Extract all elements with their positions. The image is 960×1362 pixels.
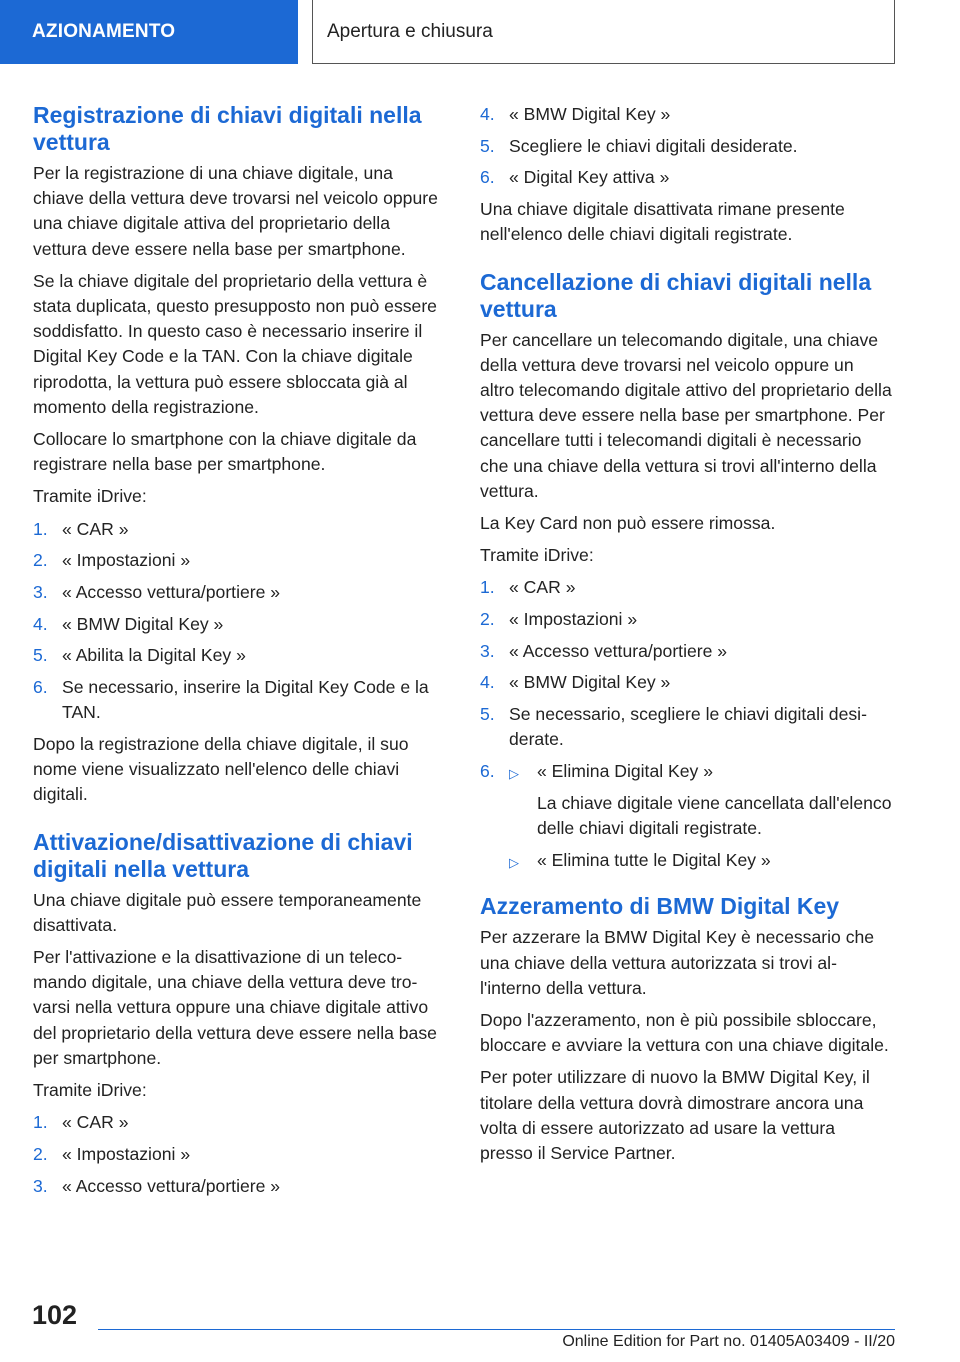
paragraph: Una chiave digitale disattivata rimane presente nell'elenco delle chiavi digitali registrate.: [480, 199, 845, 245]
section-tab: AZIONAMENTO: [0, 0, 298, 64]
paragraph: La Key Card non può essere rimossa.: [480, 512, 776, 533]
list-item: ▷ « Elimina tutte le Digital Key »: [480, 848, 892, 873]
paragraph: Per cancellare un telecomando digitale, una chiave della vettura deve trovarsi nel veicolo oppure un altro telecomando digitale attivo del proprietario della vettura deve essere nella base per smartphone. Per cancellare tutti i telecomandi digitali è necessario che una chiave della vettura si trovi all'interno della vettura.: [480, 329, 892, 501]
heading-azzeramento: Azzeramento di BMW Digital Key: [480, 893, 840, 920]
list-item: 1. « CAR »: [480, 577, 576, 598]
triangle-bullet-icon: ▷: [509, 766, 519, 782]
steps-list: [33, 1110, 445, 1199]
paragraph: Tramite iDrive:: [480, 545, 594, 566]
left-column: [33, 102, 445, 1205]
list-item: 3. « Accesso vettura/portiere »: [480, 640, 728, 661]
paragraph: Per azzerare la BMW Digital Key è necessario che una chiave della vettura autorizzata si trovi all'interno della vettura.: [480, 927, 875, 998]
right-column: [480, 102, 892, 1173]
paragraph: Se la chiave digitale del proprietario della vettura è stata duplicata, questo presupposto non può essere soddisfatto. In questo caso è necessario inserire il Digital Key Code e la TAN. Con la chiave digitale riprodotta, la vettura può essere sbloccata già al momento della registrazione.: [33, 270, 437, 417]
list-item: 1. « CAR »: [33, 518, 129, 539]
list-item: 4. « BMW Digital Key »: [480, 104, 671, 124]
list-item: 2. « Impostazioni »: [33, 1144, 191, 1164]
steps-list: [480, 102, 892, 191]
paragraph: Dopo l'azzeramento, non è più possibile sbloccare, bloccare e avviare la vettura con una chiave digitale.: [480, 1009, 889, 1056]
paragraph: Per poter utilizzare di nuovo la BMW Digital Key, il titolare della vettura dovrà dimostrare ancora una volta di essere autorizzato ad usare la vettura presso il Service Partner.: [480, 1067, 870, 1163]
paragraph: Tramite iDrive:: [33, 1080, 147, 1101]
list-item: La chiave digitale viene cancellata dall'elenco delle chiavi digitali registrate.: [537, 792, 892, 838]
list-item: 6. « Digital Key attiva »: [480, 167, 670, 188]
heading-registrazione: Registrazione di chiavi digitali nella vettura: [33, 102, 422, 155]
list-item: 5. Scegliere le chiavi digitali desiderate.: [480, 135, 798, 156]
steps-list: [480, 575, 892, 873]
paragraph: Per la registrazione di una chiave digitale, una chiave della vettura deve trovarsi nel veicolo oppure una chiave digitale attiva del proprietario della vettura deve essere nella base per smartphone.: [33, 163, 438, 259]
list-item: 6. Se necessario, inserire la Digital Key Code e la TAN.: [33, 677, 429, 723]
list-item: 4. « BMW Digital Key »: [480, 672, 671, 693]
paragraph: Dopo la registrazione della chiave digitale, il suo nome viene visualizzato nell'elenco delle chiavi digitali.: [33, 734, 409, 805]
list-item: 4. « BMW Digital Key »: [33, 613, 224, 634]
paragraph: Una chiave digitale può essere temporaneamente disattivata.: [33, 889, 422, 935]
chapter-title: Apertura e chiusura: [312, 0, 895, 64]
heading-attivazione: Attivazione/disattivazione di chiavi digitali nella vettura: [33, 828, 413, 882]
paragraph: Per l'attivazione e la disattivazione di un telecomando digitale, una chiave della vettura deve trovarsi nella vettura oppure una chiave digitale attivo del proprietario della vettura deve essere nella base per smartphone.: [33, 947, 437, 1068]
list-item: 6. ▷ « Elimina Digital Key »: [480, 759, 892, 784]
list-item: 2. « Impostazioni »: [480, 609, 638, 630]
list-item: 3. « Accesso vettura/portiere »: [33, 1175, 281, 1196]
triangle-bullet-icon: ▷: [509, 854, 519, 870]
paragraph: Tramite iDrive:: [33, 486, 147, 507]
steps-list: [33, 517, 445, 726]
list-item: 2. « Impostazioni »: [33, 550, 191, 571]
list-item: 5. « Abilita la Digital Key »: [33, 645, 246, 666]
paragraph: Collocare lo smartphone con la chiave digitale da registrare nella base per smartphone.: [33, 429, 417, 475]
list-item: 1. « CAR »: [33, 1112, 129, 1133]
list-item: 5. Se necessario, scegliere le chiavi digitali desiderate.: [480, 704, 867, 750]
list-item: 3. « Accesso vettura/portiere »: [33, 582, 281, 603]
heading-cancellazione: Cancellazione di chiavi digitali nella vettura: [480, 268, 872, 322]
footer-divider: [98, 1329, 895, 1330]
page-number: 102: [32, 1300, 78, 1330]
edition-note: Online Edition for Part no. 01405A03409 - II/20: [562, 1333, 895, 1350]
